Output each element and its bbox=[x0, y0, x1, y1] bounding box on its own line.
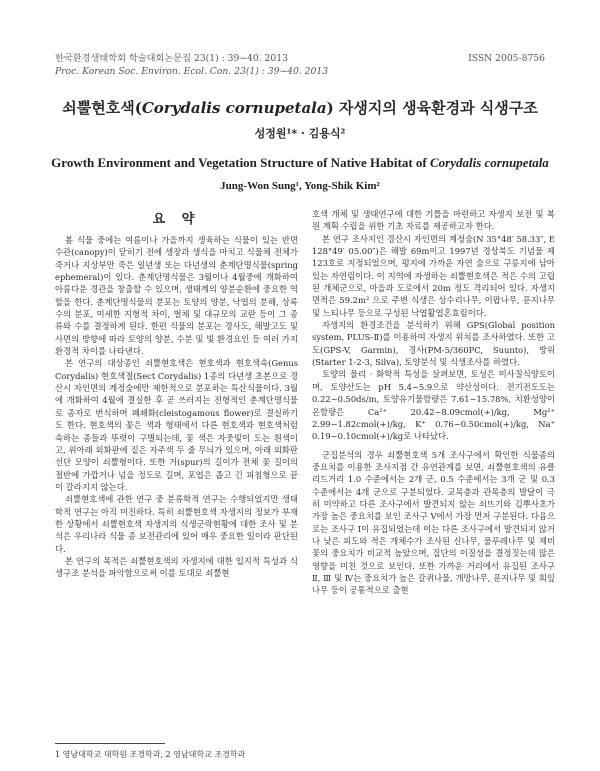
right-paragraph-3: 자생지의 환경조건을 분석하기 위해 GPS(Global position system, PLUS-Ⅱ)를 이용하여 자생지 위치를 조사하였다. 또한 고도(GPS-V, Garmin), 경사(PM-5/360PC, Suunto), 방위(Starter 1-2-3, Silva), 토양분석 및 식생조사를 하였다. bbox=[312, 320, 555, 368]
title-kr-italic: Corydalis cornupetala bbox=[141, 99, 327, 117]
title-korean bbox=[0, 97, 600, 118]
abstract-heading: 요 약 bbox=[152, 212, 201, 227]
title-kr-post: ) 자생지의 생육환경과 식생구조 bbox=[326, 99, 538, 117]
right-column bbox=[312, 208, 555, 597]
journal-en: Proc. Korean Soc. Environ. Ecol. Con. 23(1) : 39~40. 2013 bbox=[55, 66, 329, 77]
right-paragraph-2: 본 연구 조사지인 경산시 자인면의 계정숲(N 35°48′ 58.33″, E 128°49′ 05.00″)은 해발 69m이고 1997년 경상북도 기념물 제123호로 지정되었으며, 평지에 가까운 자연 숲으로 구릉지에 남아 있는 자연림이다. 이 지역에 자생하는 쇠뿔현호색은 적은 수의 고립된 개체군으로, 마을과 도로에서 20m 정도 격리되어 있다. 자생지 면적은 59.2m² 으로 주변 식생은 상수리나무, 이팝나무, 푼지나무 및 느티나무 등으로 구성된 낙엽활엽혼효림이다. bbox=[312, 233, 555, 318]
left-paragraph-4: 본 연구의 목적은 쇠뿔현호색의 자생지에 대한 입지적 특성과 식생구조 분석을 파악함으로써 이를 토대로 쇠뿔현 bbox=[55, 555, 298, 579]
authors-english: Jung-Won Sung¹, Yong-Shik Kim² bbox=[220, 180, 380, 192]
journal-kr: 한국환경생태학회 학술대회논문집 23(1) : 39~40. 2013 bbox=[55, 53, 288, 64]
footnote-divider bbox=[55, 743, 165, 744]
title-english bbox=[0, 155, 600, 171]
issn: ISSN 2005-8756 bbox=[468, 53, 545, 64]
left-paragraph-3: 쇠뿔현호색에 관한 연구 중 분류학적 연구는 수행되었지만 생태학적 연구는 아직 미진하다. 특히 쇠뿔현호색 자생지의 정보가 부재한 상황에서 쇠뿔현호색 자생지의 식생군락현황에 대한 조사 및 분석은 우리나라 식물 종 보전관리에 있어 매우 중요한 일이라 판단된다. bbox=[55, 494, 298, 554]
right-paragraph-4: 토양의 물리 · 화학적 특성을 살펴보면, 토성은 미사질식양토이며, 토양산도는 pH 5.4~5.9으로 약산성이다. 전기전도도는 0.22~0.50ds/m, 토양유기물함량은 7.61~15.78%, 치환성양이온함량은 Ca²⁺ 20.42~8.09cmol(+)/kg, Mg²⁺ 2.99~1.82cmol(+)/kg, K⁺ 0.76~0.50cmol(+)/kg, Na⁺ 0.19~0.10cmol(+)/kg로 나타났다. bbox=[312, 369, 555, 442]
running-header bbox=[55, 52, 545, 78]
title-kr-pre: 쇠뿔현호색( bbox=[62, 99, 142, 117]
title-en-pre: Growth Environment and Vegetation Structure of Native Habitat of bbox=[51, 155, 430, 170]
right-paragraph-5: 군집분석의 경우 쇠뿔현호색 5개 조사구에서 확인한 식물종의 중요치를 이용한 조사지점 간 유연관계를 보면, 쇠뿔현호색의 유클리드거리 1.0 수준에서는 2개 군, 0.5 수준에서는 3개 군 및 0.3 수준에서는 4개 군으로 구분되었다. 교목층과 관목층의 발달이 극히 미약하고 다른 조사구에서 발견되지 않는 쇠뜨기와 김뿌사초가 가장 높은 중요치를 보인 조사구 V에서 가장 먼저 구분된다. 다음으로는 조사구 Ⅰ이 유집되었는데 이는 다른 조사구에서 발견되지 않거나 낮은 피도와 적은 개체수가 조사된 신나무, 물푸레나무 및 제비꽃의 중요치가 비교적 높았으며, 집단의 이질성을 결정짓는데 많은 영향을 미친 것으로 보인다. 또한 가까운 거리에서 유집된 조사구 Ⅱ, Ⅲ 및 Ⅳ는 중요치가 높은 갈퀴나물, 개망나무, 푼지나무 및 회잎나무 등이 공통적으로 출현 bbox=[312, 449, 555, 596]
footnote: 1 영남대학교 대학원 조경학과, 2 영남대학교 조경학과 bbox=[55, 750, 246, 759]
left-paragraph-1: 봄 식물 중에는 여름이나 가을까지 생육하는 식물이 있는 반면 수관(canopy)이 닫히기 전에 생장과 생식을 마치고 식물체 전체가 죽거나 지상부만 죽은 일년생 또는 다년생의 춘계단명식물(spring ephemeral)이 있다. 춘계단명식물은 3월이나 4월중에 개화하여 아름다운 경관을 창출할 수 있으며, 생태계의 양분순환에 중요한 역할을 한다. 춘계단명식물의 분포는 토양의 양분, 낙엽의 분해, 상록수의 분포, 미세한 지형적 차이, 벌채 및 대규모의 교란 등이 그 종류와 수를 결정하게 된다. 한편 식물의 분포는 경사도, 해발고도 및 사면의 방향에 따라 토양의 양분, 수분 및 빛 환경요인 등 여러 가지 환경적 차이를 나타낸다. bbox=[55, 235, 298, 357]
title-en-italic: Corydalis cornupetala bbox=[429, 155, 549, 170]
right-paragraph-1: 호색 개체 및 생태연구에 대한 기틀을 마련하고 자생지 보전 및 복원 계획 수립을 위한 기초 자료를 제공하고자 한다. bbox=[312, 209, 555, 232]
authors-korean: 성정원¹* · 김용식² bbox=[254, 127, 346, 140]
left-column bbox=[55, 234, 298, 580]
left-paragraph-2: 본 연구의 대상종인 쇠뿔현호색은 현호색과 현호색속(Genus Corydalis) 현호색절(Sect Corydalis) 1종의 다년생 초본으로 경산시 자인면의 계정숲에만 제한적으로 분포하는 특산식물이다. 3월에 개화하여 4월에 결실한 후 곧 쓰러지는 전형적인 춘계단명식물로 종자로 번식하며 폐쇄화(cleistogamous flower)로 결실하기도 한다. 현호색의 꽃은 색과 형태에서 다른 현호색과 현호색처럼 속하는 종들과 뚜렷이 구별되는데, 꽃 색은 자줏빛이 도는 흰색이고, 위아래 외화판에 짙은 자주색 두 줄 무늬가 있으며, 아래 외화판 선단 모양이 쇠뿔형이다. 또한 거(spur)의 길이가 전체 꽃 길이의 절반에 가깝거나 넘을 정도로 길며, 포엽은 좁고 긴 피침형으로 끝이 갈라지지 않는다. bbox=[55, 358, 298, 492]
